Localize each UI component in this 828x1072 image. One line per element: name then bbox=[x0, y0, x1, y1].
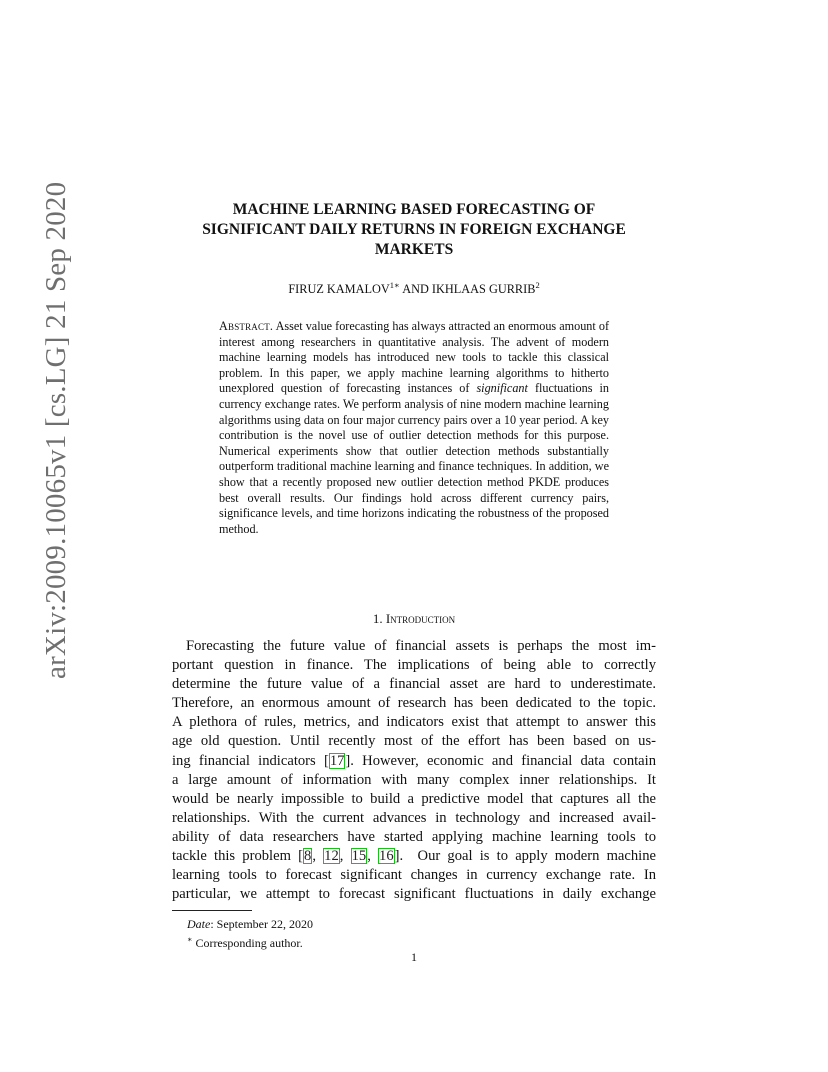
text-line: learning tools to forecast significant changes in currency exchange rate. In bbox=[172, 867, 656, 884]
text-line: particular, we attempt to forecast significant fluctuations in daily exchange bbox=[172, 886, 656, 903]
author-list bbox=[160, 280, 668, 297]
text-segment: . Our goal is to apply modern machine bbox=[399, 848, 657, 865]
text-line: ing financial indicators [17]. However, economic and financial data contain bbox=[172, 752, 656, 769]
section-title: Introduction bbox=[385, 611, 456, 626]
abstract bbox=[219, 319, 609, 537]
abstract-text: fluctuations in currency exchange rates. We perform analysis of nine modern machine learning algorithms using data on four major currency pairs over a 10 year period. A key contribution is the novel use of outlier detection methods for this purpose. Numerical experiments show that outlier detection methods substantially outperform traditional machine learning and finance techniques. In addition, we show that a recently proposed new outlier detection method PKDE produces best overall results. Our findings hold across different currency pairs, significance levels, and time horizons indicating the robustness of the proposed method. bbox=[219, 381, 609, 536]
title-line: MARKETS bbox=[374, 241, 454, 258]
page-number: 1 bbox=[411, 950, 417, 964]
text-line: ability of data researchers have started applying machine learning tools to bbox=[172, 828, 656, 845]
footnote-date-value: : September 22, 2020 bbox=[210, 917, 313, 931]
section-number: 1. bbox=[372, 611, 383, 626]
text-line: relationships. With the current advances in technology and increased avail- bbox=[172, 809, 656, 826]
text-line: tackle this problem [8, 12, 15, 16]. Our goal is to apply modern machine bbox=[172, 848, 657, 865]
title-line: SIGNIFICANT DAILY RETURNS IN FOREIGN EXCHANGE bbox=[202, 221, 626, 238]
author-affiliation: 1∗ bbox=[389, 280, 400, 290]
arxiv-stamp: arXiv:2009.10065v1 [cs.LG] 21 Sep 2020 bbox=[40, 181, 72, 679]
footnote-text: Corresponding author. bbox=[192, 936, 303, 950]
author-affiliation: 2 bbox=[535, 280, 540, 290]
text-line: Forecasting the future value of financial assets is perhaps the most im- bbox=[186, 638, 656, 654]
text-line: a large amount of information with many complex inner relationships. It bbox=[172, 771, 656, 788]
footnotes bbox=[187, 916, 313, 951]
citation-link[interactable]: 17 bbox=[329, 752, 345, 769]
text-segment: ing financial indicators bbox=[172, 752, 324, 769]
text-line: Therefore, an enormous amount of research has been dedicated to the topic. bbox=[172, 695, 656, 712]
text-line: determine the future value of a financial asset are hard to underestimate. bbox=[172, 676, 656, 693]
citation-link[interactable]: 16 bbox=[379, 848, 394, 865]
footnote-corresponding bbox=[187, 932, 313, 951]
abstract-text: Asset value forecasting has always attracted an enormous amount of interest among researchers in quantitative analysis. The advent of modern machine learning models has introduced new tools to tackle this classical problem. In this paper, we apply machine learning algorithms to hitherto unexplored question of forecasting instances of bbox=[219, 319, 609, 396]
abstract-label: Abstract. bbox=[219, 319, 274, 333]
author-name: IKHLAAS GURRIB bbox=[431, 282, 536, 297]
citation-link[interactable]: 15 bbox=[351, 848, 367, 865]
text-line: would be nearly impossible to build a predictive model that captures all the bbox=[172, 790, 656, 807]
section-heading bbox=[160, 611, 668, 627]
text-line: age old question. Until recently most of the effort has been based on us- bbox=[172, 733, 656, 750]
abstract-emphasis: significant bbox=[476, 381, 528, 396]
intro-paragraph bbox=[172, 637, 656, 904]
citation-link[interactable]: 12 bbox=[324, 848, 339, 865]
citation-link[interactable]: 8 bbox=[304, 848, 312, 865]
author-name: FIRUZ KAMALOV bbox=[288, 282, 390, 297]
footnote-date-label: Date bbox=[187, 917, 211, 931]
footnote-divider bbox=[172, 910, 252, 911]
text-line: A plethora of rules, metrics, and indicators exist that attempt to answer this bbox=[172, 714, 656, 731]
paper-title bbox=[160, 200, 668, 260]
text-segment: . However, economic and financial data contain bbox=[350, 752, 656, 769]
text-line: portant question in finance. The implications of being able to correctly bbox=[172, 657, 656, 674]
text-segment: tackle this problem bbox=[172, 848, 299, 865]
author-conjunction: AND bbox=[399, 282, 432, 297]
title-line: MACHINE LEARNING BASED FORECASTING OF bbox=[232, 201, 596, 218]
footnote-date bbox=[187, 916, 313, 932]
footnote-mark: ∗ bbox=[187, 935, 193, 944]
